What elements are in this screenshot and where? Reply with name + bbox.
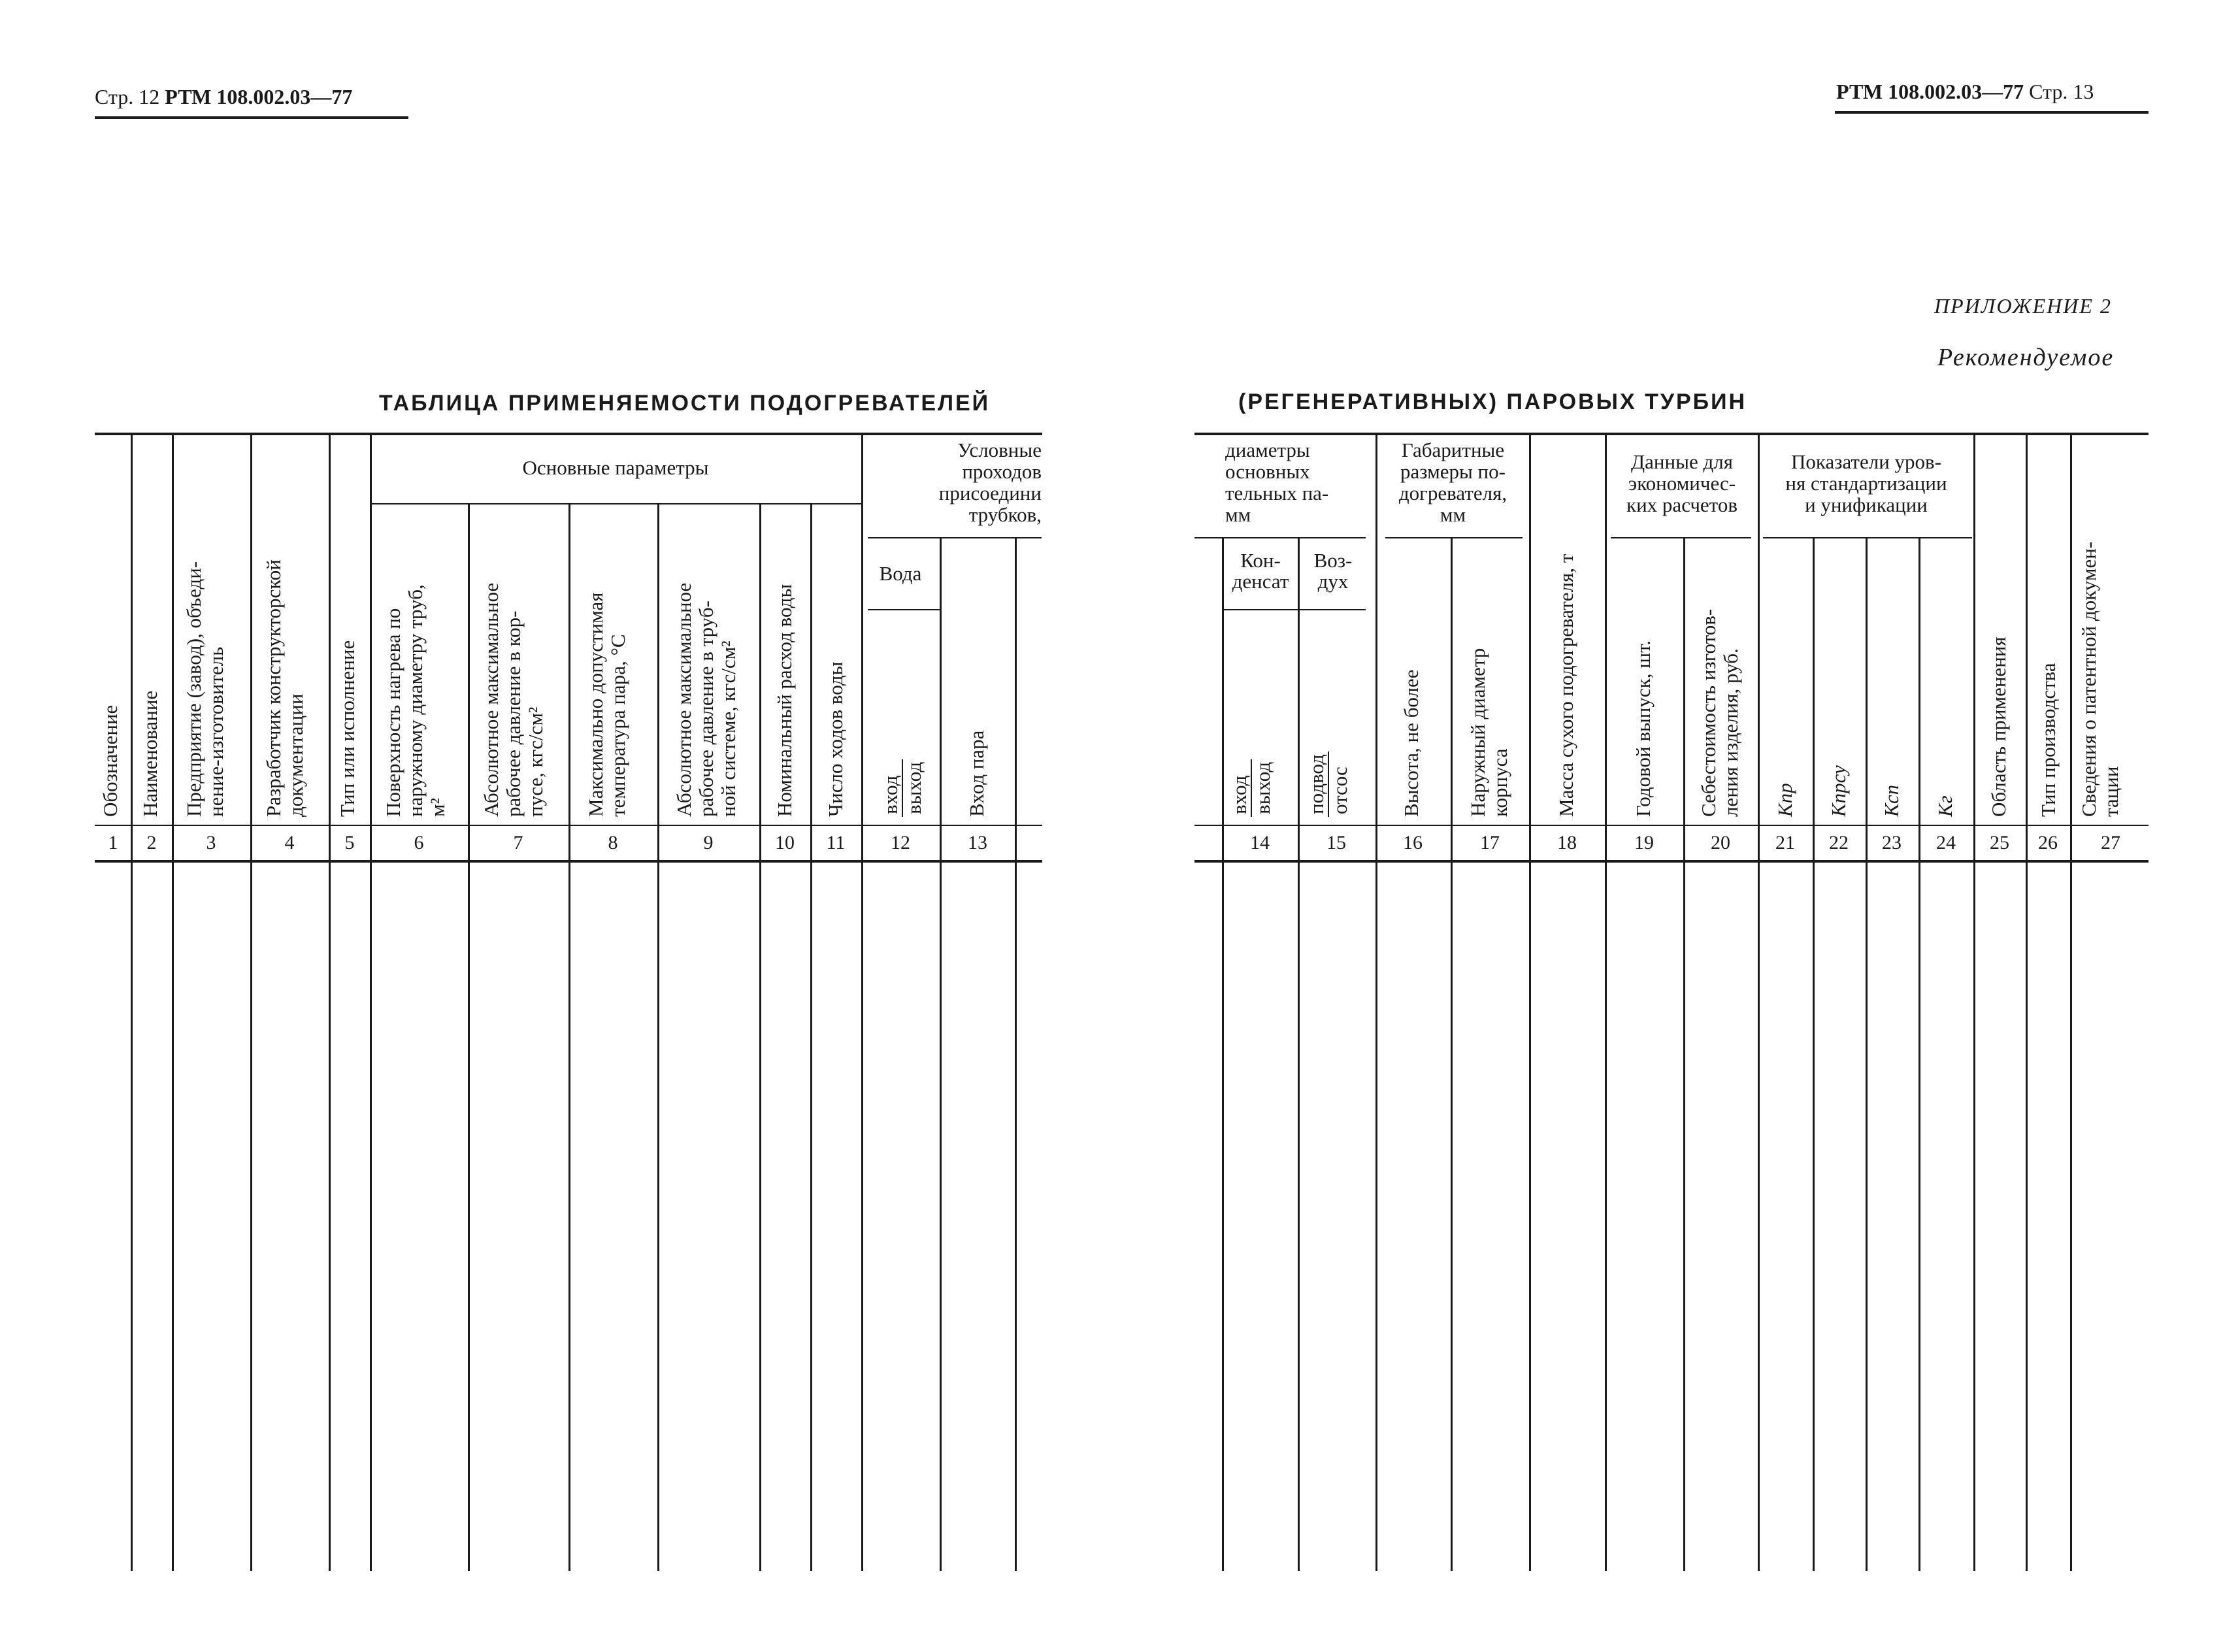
col-number: 23 xyxy=(1882,832,1902,853)
left-vline xyxy=(759,503,761,1571)
right-vline xyxy=(1918,537,1920,1571)
left-vline xyxy=(861,433,863,1571)
left-page-number: Стр. 12 xyxy=(95,85,160,108)
gabarit-header: Габаритные размеры по- догревателя, мм xyxy=(1398,438,1507,526)
right-vline xyxy=(2026,433,2028,1571)
left-vline xyxy=(810,503,812,1571)
voda-header: Вода xyxy=(879,562,922,585)
col-number: 21 xyxy=(1775,832,1795,853)
col-number: 10 xyxy=(775,832,795,853)
col-number: 19 xyxy=(1634,832,1654,853)
col-header-12: вход выход xyxy=(880,759,925,817)
left-main-params-rule xyxy=(371,503,861,504)
col-number: 4 xyxy=(284,832,295,853)
col-number: 2 xyxy=(146,832,157,853)
right-vline xyxy=(1529,433,1531,1571)
right-header-underline xyxy=(1835,111,2149,114)
vozduh-header: Воз- дух xyxy=(1313,549,1353,593)
table-title-left: ТАБЛИЦА ПРИМЕНЯЕМОСТИ ПОДОГРЕВАТЕЛЕЙ xyxy=(379,391,991,416)
cond-passages-header: Условные проходов присоедини трубков, xyxy=(938,438,1042,526)
left-vline xyxy=(131,433,133,1571)
col-header-26: Тип производства xyxy=(2037,663,2060,817)
col-header-21: Кпр xyxy=(1773,783,1796,817)
col-number: 13 xyxy=(968,832,987,853)
right-vline xyxy=(1222,537,1224,1571)
col-number: 12 xyxy=(891,832,910,853)
right-numbers-top-rule xyxy=(1194,825,2149,826)
col-number: 16 xyxy=(1403,832,1423,853)
col-number: 8 xyxy=(608,832,618,853)
col-header-18: Масса сухого подогревателя, т xyxy=(1555,553,1577,817)
right-vline xyxy=(1375,433,1377,1571)
col-number: 11 xyxy=(826,832,846,853)
recommended-label: Рекомендуемое xyxy=(1937,344,2115,371)
col-number: 9 xyxy=(703,832,714,853)
col-header-9: Абсолютное максимальное рабочее давление в труб- ной системе, кгс/см² xyxy=(672,582,740,817)
col-header-22: Кпрсу xyxy=(1827,765,1850,817)
col-number: 22 xyxy=(1829,832,1849,853)
left-vline xyxy=(172,433,174,1571)
diameters-header: диаметры основных тельных па- мм xyxy=(1225,438,1329,526)
main-params-header: Основные параметры xyxy=(522,456,709,479)
col-number: 24 xyxy=(1936,832,1956,853)
col-number: 5 xyxy=(344,832,355,853)
left-table-top-rule xyxy=(95,433,1042,435)
kondensat-header: Кон- денсат xyxy=(1232,549,1289,593)
col-header-5: Тип или исполнение xyxy=(336,640,359,817)
col-number: 6 xyxy=(414,832,424,853)
col-number: 3 xyxy=(206,832,216,853)
left-doc-code: РТМ 108.002.03—77 xyxy=(165,85,353,108)
col-number: 17 xyxy=(1480,832,1500,853)
right-doc-code: РТМ 108.002.03—77 xyxy=(1836,80,2024,103)
right-page-header xyxy=(1836,80,2094,104)
left-vline xyxy=(468,503,470,1571)
col-header-15: подвод отсос xyxy=(1306,752,1351,817)
right-gabarit-rule xyxy=(1385,537,1523,538)
col-header-27: Сведения о патентной докумен- тации xyxy=(2077,541,2122,817)
right-kond-rule xyxy=(1223,609,1366,610)
col-header-25: Область применения xyxy=(1987,636,2010,817)
right-page-number: Стр. 13 xyxy=(2029,80,2094,103)
col-header-11: Число ходов воды xyxy=(824,661,847,817)
col-number: 7 xyxy=(513,832,523,853)
col-number: 25 xyxy=(1990,832,2009,853)
left-vline xyxy=(1015,537,1017,1571)
col-header-17: Наружный диаметр корпуса xyxy=(1466,648,1511,817)
col-header-16: Высота, не более xyxy=(1400,669,1423,817)
col-header-3: Предприятие (завод), объеди- нение-изготовитель xyxy=(182,561,227,817)
col-header-2: Наименование xyxy=(139,690,161,817)
left-voda-rule xyxy=(868,609,940,610)
left-header-underline xyxy=(95,116,408,119)
right-vline xyxy=(1973,433,1975,1571)
right-vline xyxy=(1298,537,1300,1571)
col-number: 14 xyxy=(1250,832,1270,853)
col-number: 1 xyxy=(108,832,118,853)
col-number: 20 xyxy=(1711,832,1730,853)
left-vline xyxy=(940,537,942,1571)
right-std-rule xyxy=(1763,537,1972,538)
col-header-23: Ксп xyxy=(1880,784,1903,817)
left-page-header xyxy=(95,85,352,109)
col-header-19: Годовой выпуск, шт. xyxy=(1632,640,1655,817)
table-title-right: (РЕГЕНЕРАТИВНЫХ) ПАРОВЫХ ТУРБИН xyxy=(1238,389,1747,414)
col-number: 26 xyxy=(2038,832,2058,853)
left-vline xyxy=(329,433,331,1571)
right-vline xyxy=(1758,433,1760,1571)
right-diam-rule xyxy=(1194,537,1366,538)
col-header-10: Номинальный расход воды xyxy=(773,584,796,817)
right-econ-rule xyxy=(1611,537,1751,538)
std-indicators-header: Показатели уров- ня стандартизации и унификации xyxy=(1785,450,1947,516)
col-header-24: Кг xyxy=(1934,795,1956,817)
col-header-13: Вход пара xyxy=(965,730,988,817)
col-header-7: Абсолютное максимальное рабочее давление в кор- пусе, кгс/см² xyxy=(480,582,547,817)
right-vline xyxy=(1683,537,1685,1571)
left-vline xyxy=(250,433,252,1571)
right-vline xyxy=(1866,537,1868,1571)
col-header-20: Себестоимость изготов- ления изделия, руб. xyxy=(1697,608,1742,817)
right-vline xyxy=(2070,433,2072,1571)
col-number: 15 xyxy=(1326,832,1346,853)
right-vline xyxy=(1451,537,1453,1571)
right-numbers-bottom-rule xyxy=(1194,860,2149,863)
appendix-label: ПРИЛОЖЕНИЕ 2 xyxy=(1934,294,2112,318)
col-header-1: Обозначение xyxy=(99,704,122,817)
left-vline xyxy=(370,433,372,1571)
left-vline xyxy=(657,503,659,1571)
right-table-top-rule xyxy=(1194,433,2149,435)
right-vline xyxy=(1605,433,1607,1571)
col-number: 18 xyxy=(1557,832,1577,853)
col-header-4: Разработчик конструкторской документации xyxy=(262,559,307,817)
right-vline xyxy=(1813,537,1815,1571)
left-vline xyxy=(568,503,570,1571)
col-header-6: Поверхность нагрева по наружному диаметру труб, м² xyxy=(382,584,449,817)
col-header-14: вход выход xyxy=(1228,759,1274,817)
col-number: 27 xyxy=(2101,832,2120,853)
econ-data-header: Данные для экономичес- ких расчетов xyxy=(1626,450,1737,516)
col-header-8: Максимально допустимая температура пара, °С xyxy=(584,592,629,817)
